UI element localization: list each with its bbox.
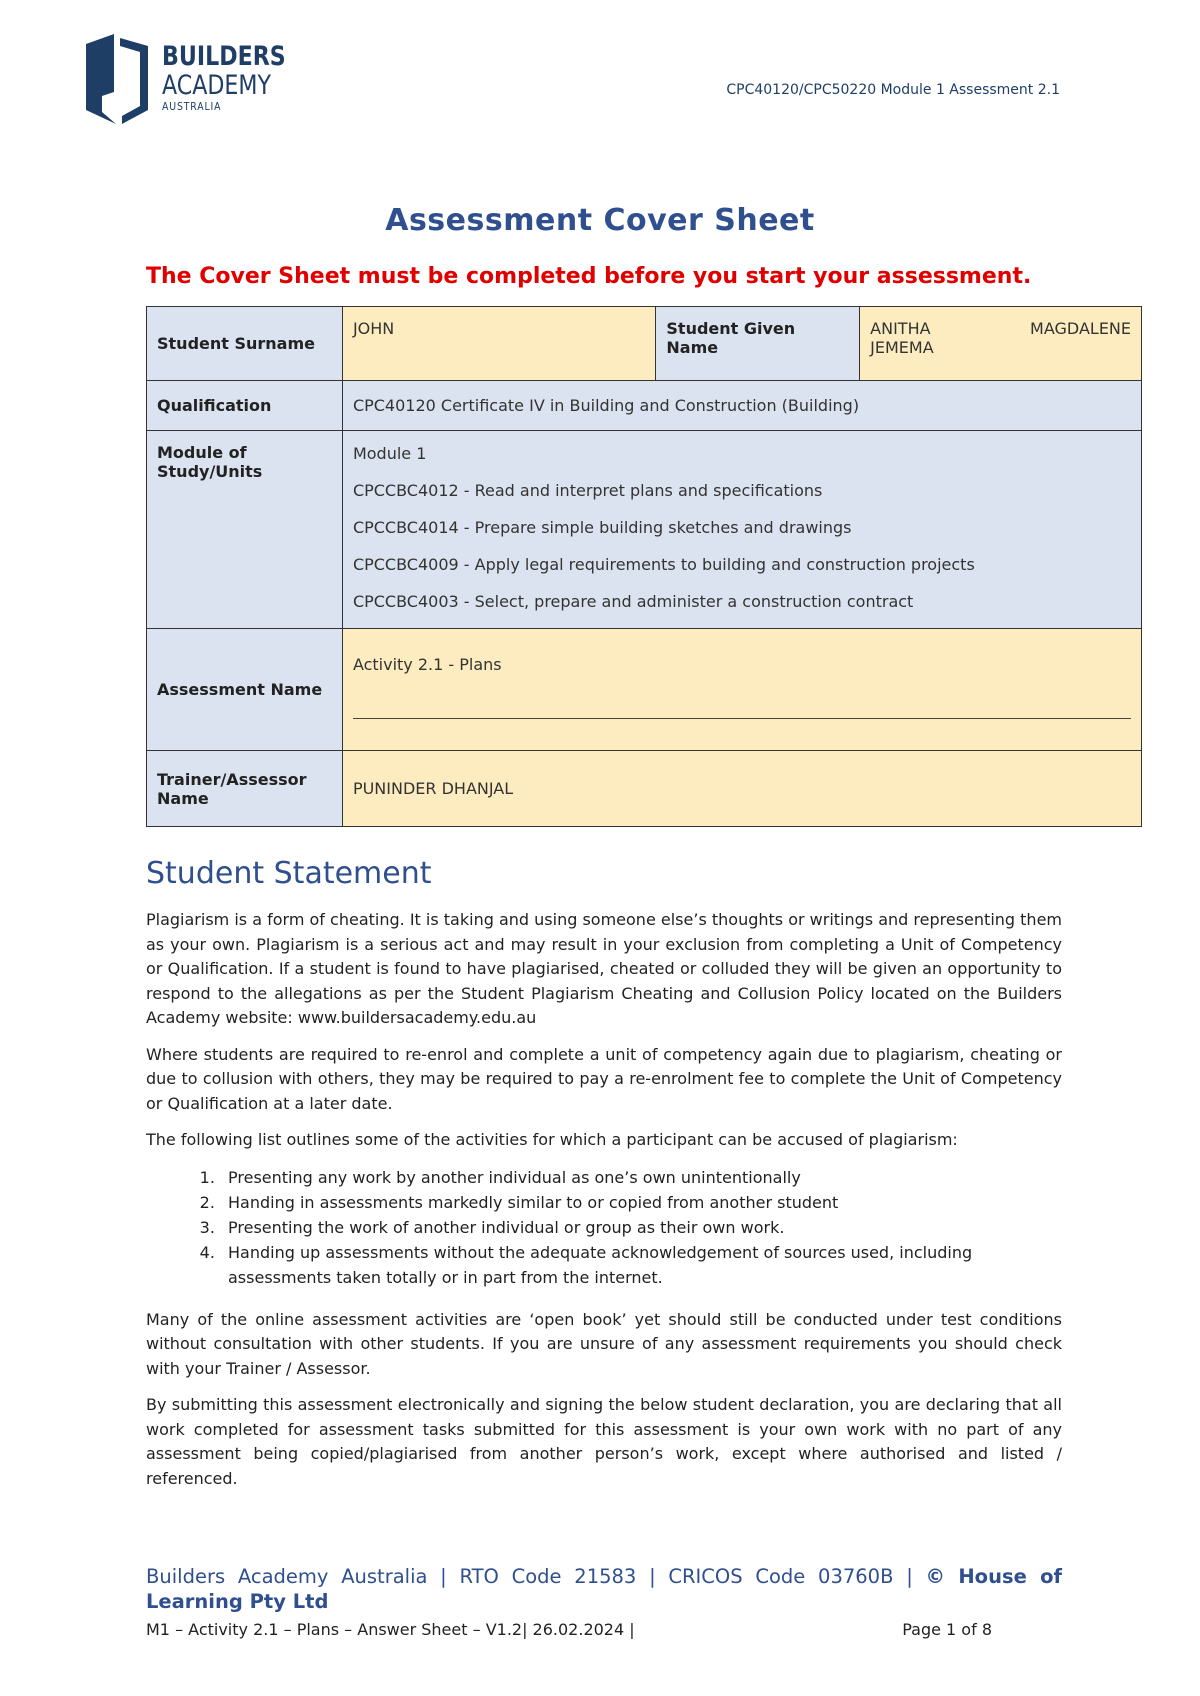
- qualification-label: Qualification: [147, 381, 343, 431]
- logo-text-builders: BUILDERS: [162, 41, 286, 72]
- student-surname-field[interactable]: JOHN: [342, 307, 655, 381]
- given-name-third: JEMEMA: [870, 338, 934, 357]
- unit-item: Module 1: [352, 444, 427, 463]
- assessment-name-label: Assessment Name: [147, 629, 343, 751]
- statement-paragraph: Many of the online assessment activities are ‘open book’ yet should still be conducted under test conditions without consultation with other students. If you are unsure of any assessment requirements you should check with your Trainer / Assessor.: [146, 1309, 1062, 1378]
- student-surname-label: Student Surname: [147, 307, 343, 381]
- list-item: 1. Presenting any work by another individual as one’s own unintentionally: [220, 1165, 1062, 1190]
- unit-item: CPCCBC4014 - Prepare simple building sketches and drawings: [352, 518, 852, 537]
- cover-sheet-warning: The Cover Sheet must be completed before you start your assessment.: [146, 264, 1032, 289]
- student-statement-heading: Student Statement: [146, 856, 432, 891]
- footer-copyright: © House of Learning Pty Ltd: [146, 1565, 1063, 1613]
- logo-text-australia: AUSTRALIA: [162, 100, 222, 113]
- trainer-assessor-field[interactable]: PUNINDER DHANJAL: [342, 751, 1141, 827]
- footer-org-info: Builders Academy Australia | RTO Code 21583 | CRICOS Code 03760B |: [146, 1565, 926, 1588]
- student-given-name-field[interactable]: [860, 307, 1142, 381]
- given-name-second: MAGDALENE: [1030, 319, 1131, 338]
- list-item: 3. Presenting the work of another individual or group as their own work.: [220, 1215, 1062, 1240]
- logo-text-academy: ACADEMY: [162, 70, 272, 101]
- list-item: 4. Handing up assessments without the adequate acknowledgement of sources used, including assessments taken totally or in part from the internet.: [220, 1240, 1062, 1290]
- statement-paragraph: Plagiarism is a form of cheating. It is taking and using someone else’s thoughts or writings and representing them as your own. Plagiarism is a serious act and may result in your exclusion from completing a Unit of Competency or Qualification. If a student is found to have plagiarised, cheated or colluded they will be given an opportunity to respond to the allegations as per the Student Plagiarism Cheating and Collusion Policy located on the Builders Academy website: www.buildersacademy.edu.au: [146, 910, 1062, 1027]
- page-footer: [146, 1564, 1062, 1639]
- page-title: Assessment Cover Sheet: [385, 203, 815, 238]
- module-label: Module of Study/Units: [147, 431, 343, 629]
- page-number: Page 1 of 8: [902, 1620, 992, 1639]
- cover-sheet-table: [146, 306, 1142, 827]
- student-statement-body: [146, 908, 1062, 1503]
- trainer-assessor-label: Trainer/Assessor Name: [147, 751, 343, 827]
- assessment-underline: [353, 690, 1131, 719]
- unit-item: CPCCBC4009 - Apply legal requirements to building and construction projects: [352, 555, 975, 574]
- assessment-name-value: Activity 2.1 - Plans: [352, 655, 502, 674]
- list-item: 2. Handing in assessments markedly similar to or copied from another student: [220, 1190, 1062, 1215]
- statement-paragraph: Where students are required to re-enrol and complete a unit of competency again due to plagiarism, cheating or due to collusion with others, they may be required to pay a re-enrolment fee to complete the Unit of Competency or Qualification at a later date.: [146, 1044, 1062, 1113]
- unit-item: CPCCBC4003 - Select, prepare and administer a construction contract: [352, 592, 914, 611]
- footer-document-info: M1 – Activity 2.1 – Plans – Answer Sheet – V1.2| 26.02.2024 |: [146, 1620, 635, 1639]
- student-given-name-label: Student Given Name: [656, 307, 860, 381]
- header-reference: CPC40120/CPC50220 Module 1 Assessment 2.1: [726, 82, 1060, 98]
- qualification-value: CPC40120 Certificate IV in Building and Construction (Building): [342, 381, 1141, 431]
- given-name-first: ANITHA: [870, 319, 931, 338]
- module-units-cell: [342, 431, 1141, 629]
- builders-academy-logo: [84, 34, 284, 126]
- assessment-name-field[interactable]: [342, 629, 1141, 751]
- unit-item: CPCCBC4012 - Read and interpret plans and specifications: [352, 481, 823, 500]
- statement-paragraph: The following list outlines some of the activities for which a participant can be accused of plagiarism:: [146, 1130, 958, 1149]
- plagiarism-list: [146, 1165, 1062, 1290]
- shield-logo-icon: [84, 34, 150, 124]
- statement-paragraph: By submitting this assessment electronically and signing the below student declaration, you are declaring that all work completed for assessment tasks submitted for this assessment is your own work with no part of any assessment being copied/plagiarised from another person’s work, except where authorised and listed / referenced.: [146, 1395, 1062, 1488]
